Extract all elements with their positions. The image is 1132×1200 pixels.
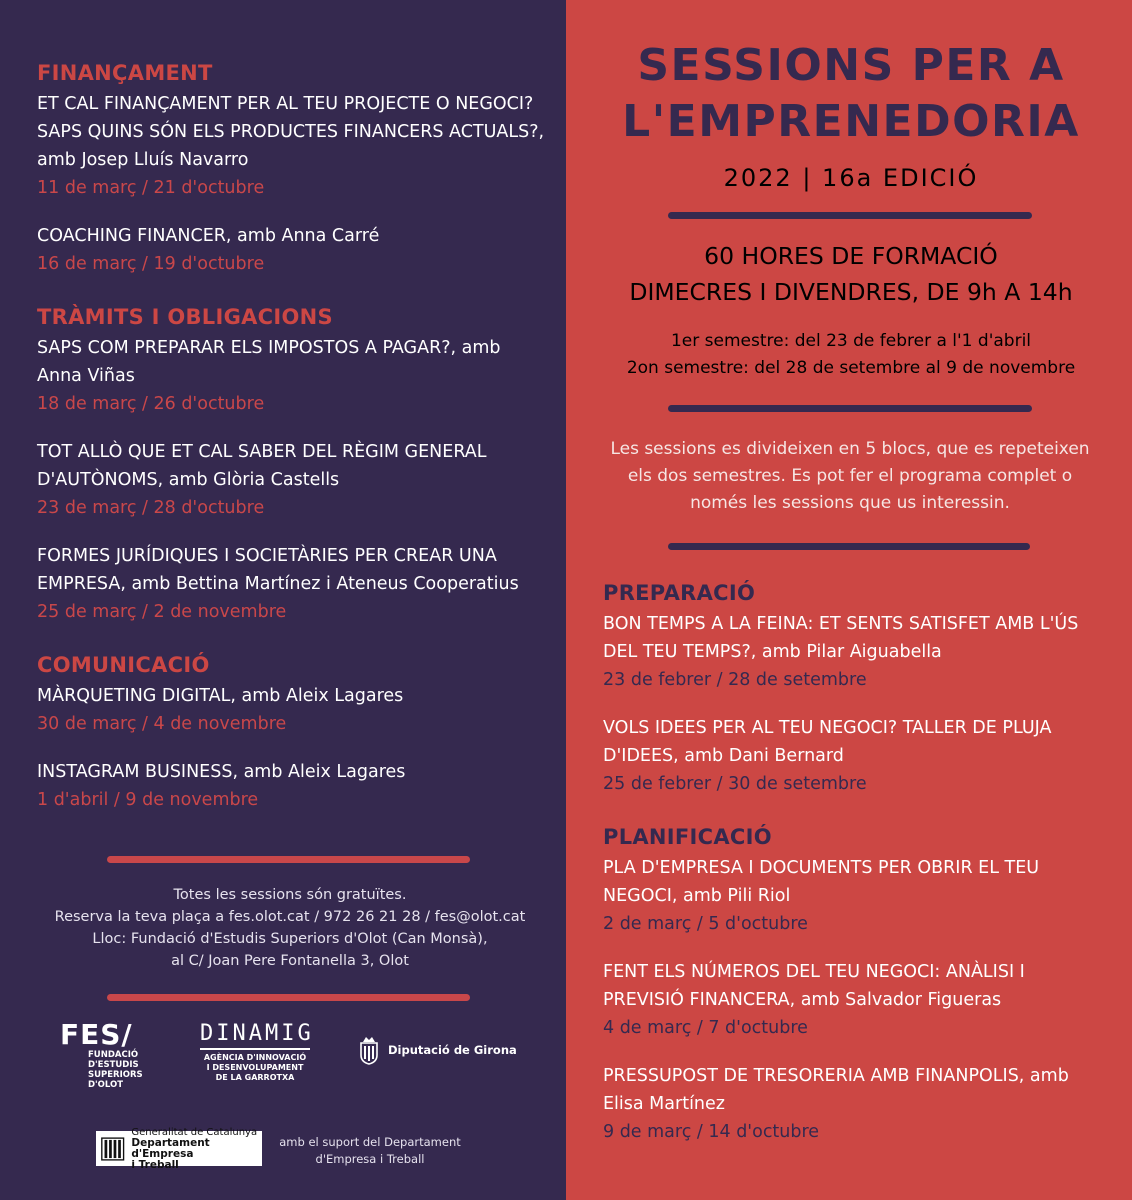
- session-title: TOT ALLÒ QUE ET CAL SABER DEL RÈGIM GENERAL D'AUTÒNOMS, amb Glòria Castells: [37, 442, 487, 490]
- session-dates: 25 de març / 2 de novembre: [37, 602, 287, 622]
- divider: [668, 212, 1032, 219]
- support-text: [272, 1134, 468, 1168]
- hours-line: 60 HORES DE FORMACIÓ: [704, 242, 998, 270]
- info-place: Lloc: Fundació d'Estudis Superiors d'Olot (Can Monsà),: [92, 931, 488, 947]
- session-dates: 1 d'abril / 9 de novembre: [37, 790, 259, 810]
- section-tramits: [37, 304, 547, 626]
- session-item: [37, 758, 547, 814]
- session-dates: 18 de març / 26 d'octubre: [37, 394, 265, 414]
- section-title: COMUNICACIÓ: [37, 653, 210, 677]
- fes-sub-line: SUPERIORS: [88, 1070, 143, 1080]
- session-title: PLA D'EMPRESA I DOCUMENTS PER OBRIR EL TEU NEGOCI, amb Pili Riol: [603, 858, 1040, 906]
- session-dates: 16 de març / 19 d'octubre: [37, 254, 265, 274]
- catalan-flag-icon: [100, 1135, 125, 1163]
- session-dates: 9 de març / 14 d'octubre: [603, 1122, 820, 1142]
- session-item: [603, 958, 1103, 1042]
- semester-2: 2on semestre: del 28 de setembre al 9 de novembre: [626, 358, 1076, 378]
- left-sessions: [37, 60, 547, 814]
- diputacio-logo: [358, 1030, 518, 1070]
- section-title: PLANIFICACIÓ: [603, 825, 772, 849]
- shield-icon: [358, 1035, 380, 1065]
- dinamig-mark: DINAMIG: [200, 1020, 310, 1050]
- session-item: [603, 610, 1103, 694]
- generalitat-line: i Treball: [131, 1158, 179, 1171]
- session-item: [603, 1062, 1103, 1146]
- practical-info: [40, 884, 540, 972]
- session-dates: 25 de febrer / 30 de setembre: [603, 774, 867, 794]
- info-booking: Reserva la teva plaça a fes.olot.cat / 972 26 21 28 / fes@olot.cat: [54, 909, 526, 925]
- session-title: SAPS COM PREPARAR ELS IMPOSTOS A PAGAR?, amb Anna Viñas: [37, 338, 501, 386]
- diputacio-name: Diputació de Girona: [388, 1043, 517, 1057]
- generalitat-line: Departament d'Empresa: [131, 1136, 210, 1160]
- session-item: [37, 682, 547, 738]
- section-preparacio: [603, 580, 1103, 798]
- session-title: FORMES JURÍDIQUES I SOCIETÀRIES PER CREAR UNA EMPRESA, amb Bettina Martínez i Ateneus Cooperatius: [37, 546, 519, 594]
- session-dates: 23 de març / 28 d'octubre: [37, 498, 265, 518]
- dinamig-sub-line: AGÈNCIA D'INNOVACIÓ: [203, 1053, 307, 1062]
- dinamig-sub-line: DE LA GARROTXA: [215, 1073, 295, 1082]
- page-title: [596, 38, 1106, 150]
- session-dates: 11 de març / 21 d'octubre: [37, 178, 265, 198]
- section-title: PREPARACIÓ: [603, 581, 756, 605]
- info-free: Totes les sessions són gratuïtes.: [173, 887, 407, 903]
- fes-sub-line: D'ESTUDIS: [88, 1060, 139, 1070]
- session-title: FENT ELS NÚMEROS DEL TEU NEGOCI: ANÀLISI I PREVISIÓ FINANCERA, amb Salvador Figueras: [603, 962, 1025, 1010]
- divider: [107, 994, 470, 1001]
- right-sessions: [603, 580, 1103, 1146]
- session-dates: 23 de febrer / 28 de setembre: [603, 670, 867, 690]
- days-line: DIMECRES I DIVENDRES, DE 9h A 14h: [629, 278, 1073, 306]
- session-title: INSTAGRAM BUSINESS, amb Aleix Lagares: [37, 762, 406, 782]
- session-title: PRESSUPOST DE TRESORERIA AMB FINANPOLIS, amb Elisa Martínez: [603, 1066, 1069, 1114]
- session-title: MÀRQUETING DIGITAL, amb Aleix Lagares: [37, 686, 404, 706]
- session-dates: 30 de març / 4 de novembre: [37, 714, 287, 734]
- session-title: VOLS IDEES PER AL TEU NEGOCI? TALLER DE PLUJA D'IDEES, amb Dani Bernard: [603, 718, 1052, 766]
- blocs-description: Les sessions es divideixen en 5 blocs, que es repeteixen els dos semestres. Es pot fer el programa complet o només les sessions que us interessin.: [610, 439, 1090, 513]
- divider: [668, 543, 1030, 550]
- edition: 2022 | 16a EDICIÓ: [723, 164, 979, 192]
- session-item: [37, 222, 547, 278]
- support-line: amb el suport del Departament: [279, 1135, 461, 1149]
- session-item: [37, 542, 547, 626]
- session-item: [37, 90, 547, 202]
- semester-1: 1er semestre: del 23 de febrer a l'1 d'abril: [670, 331, 1032, 351]
- session-dates: 2 de març / 5 d'octubre: [603, 914, 808, 934]
- generalitat-logo: [96, 1126, 262, 1171]
- fes-mark: FES/: [60, 1018, 133, 1051]
- title-line: L'EMPRENEDORIA: [622, 96, 1080, 147]
- session-item: [603, 854, 1103, 938]
- session-title: BON TEMPS A LA FEINA: ET SENTS SATISFET AMB L'ÚS DEL TEU TEMPS?, amb Pilar Aiguabella: [603, 614, 1079, 662]
- section-comunicacio: [37, 652, 547, 814]
- fes-sub-line: D'OLOT: [88, 1080, 124, 1090]
- title-line: SESSIONS PER A: [637, 40, 1065, 91]
- section-financament: [37, 60, 547, 278]
- session-dates: 4 de març / 7 d'octubre: [603, 1018, 808, 1038]
- info-address: al C/ Joan Pere Fontanella 3, Olot: [171, 953, 409, 969]
- dinamig-sub-line: I DESENVOLUPAMENT: [206, 1063, 304, 1072]
- section-planificacio: [603, 824, 1103, 1146]
- fes-logo: [60, 1020, 180, 1092]
- session-title: COACHING FINANCER, amb Anna Carré: [37, 226, 380, 246]
- section-title: FINANÇAMENT: [37, 61, 213, 85]
- semesters: [596, 328, 1106, 382]
- session-item: [37, 438, 547, 522]
- dinamig-logo: [200, 1020, 314, 1082]
- session-item: [37, 334, 547, 418]
- section-title: TRÀMITS I OBLIGACIONS: [37, 305, 333, 329]
- support-line: d'Empresa i Treball: [315, 1152, 425, 1166]
- session-title: ET CAL FINANÇAMENT PER AL TEU PROJECTE O NEGOCI? SAPS QUINS SÓN ELS PRODUCTES FINANCERS ACTUALS?, amb Josep Lluís Navarro: [37, 94, 545, 170]
- fes-sub-line: FUNDACIÓ: [88, 1050, 139, 1060]
- divider: [668, 405, 1032, 412]
- session-item: [603, 714, 1103, 798]
- divider: [107, 856, 470, 863]
- schedule: [596, 238, 1106, 310]
- generalitat-line: Generalitat de Catalunya: [131, 1126, 258, 1138]
